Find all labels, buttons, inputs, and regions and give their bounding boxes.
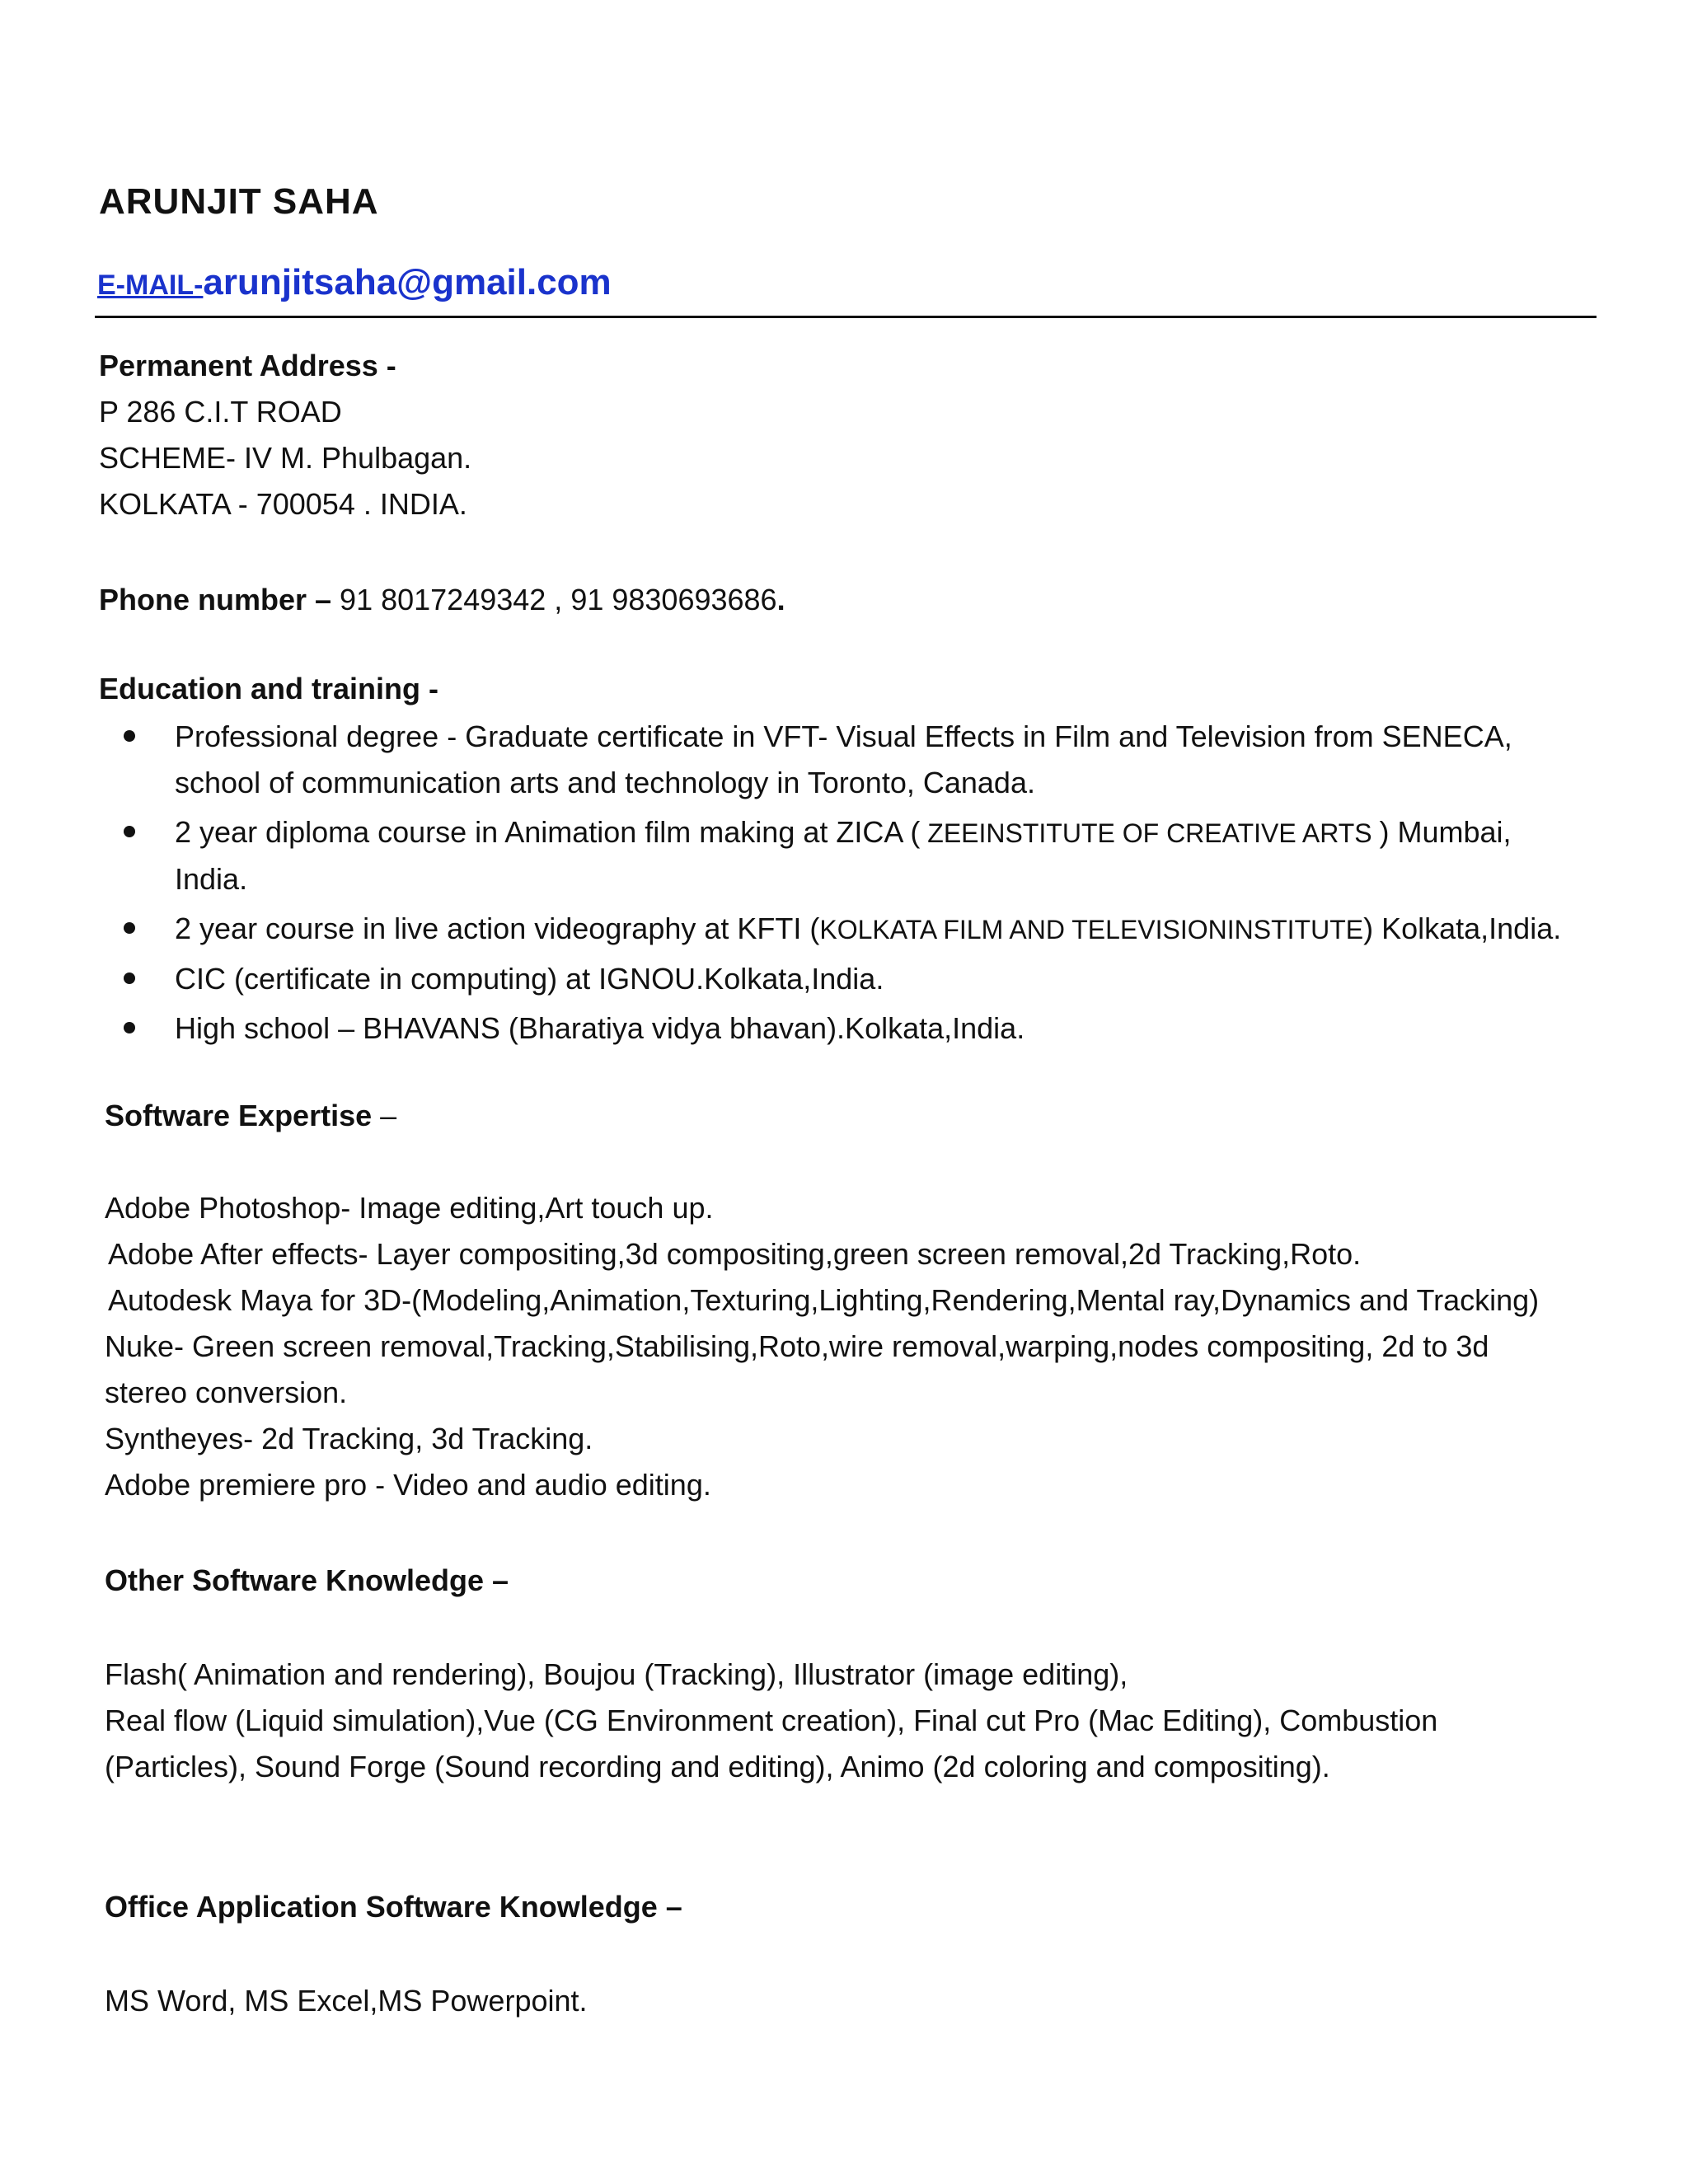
email-line	[97, 262, 612, 303]
institute-name: ZEEINSTITUTE OF CREATIVE ARTS	[920, 818, 1380, 848]
other-software-line: Flash( Animation and rendering), Boujou (Tracking), Illustrator (image editing),	[105, 1657, 1128, 1691]
education-item-line: Professional degree - Graduate certificate in VFT- Visual Effects in Film and Television from SENECA,	[175, 719, 1512, 753]
education-item-text: 2 year course in live action videography at KFTI (	[175, 912, 820, 945]
address-line: KOLKATA - 700054 . INDIA.	[99, 487, 467, 521]
software-heading-line	[105, 1093, 396, 1139]
education-item-line: High school – BHAVANS (Bharatiya vidya bhavan).Kolkata,India.	[175, 1011, 1025, 1045]
phone-line	[99, 577, 785, 623]
list-item	[99, 714, 1582, 806]
education-list	[99, 714, 1582, 1055]
phone-label: Phone number –	[99, 583, 332, 616]
office-software-line: MS Word, MS Excel,MS Powerpoint.	[105, 1984, 588, 2018]
software-line: Autodesk Maya for 3D-(Modeling,Animation,Texturing,Lighting,Rendering,Mental ray,Dynamics and Tracking)	[108, 1283, 1540, 1317]
education-item-text: ) Kolkata,India.	[1363, 912, 1562, 945]
email-label: E-MAIL-	[97, 269, 204, 301]
education-item-line	[175, 906, 1582, 953]
software-line: Adobe After effects- Layer compositing,3d compositing,green screen removal,2d Tracking,Roto.	[108, 1237, 1362, 1271]
bullet-icon	[124, 826, 135, 837]
software-line: stereo conversion.	[105, 1376, 348, 1409]
software-heading: Software Expertise	[105, 1099, 373, 1132]
office-software-heading: Office Application Software Knowledge –	[105, 1890, 682, 1924]
education-item-line: CIC (certificate in computing) at IGNOU.Kolkata,India.	[175, 962, 884, 996]
address-section	[99, 343, 471, 527]
institute-name: KOLKATA FILM AND TELEVISIONINSTITUTE	[819, 915, 1364, 944]
list-item	[99, 956, 1582, 1002]
address-heading: Permanent Address -	[99, 349, 396, 382]
software-line: Adobe Photoshop- Image editing,Art touch up.	[105, 1191, 714, 1225]
phone-numbers: 91 8017249342 , 91 9830693686	[331, 583, 777, 616]
phone-end: .	[776, 583, 785, 616]
bullet-icon	[124, 1022, 135, 1033]
list-item	[99, 906, 1582, 953]
other-software-heading: Other Software Knowledge –	[105, 1563, 509, 1597]
software-line: Syntheyes- 2d Tracking, 3d Tracking.	[105, 1422, 593, 1455]
address-line: P 286 C.I.T ROAD	[99, 395, 342, 429]
education-item-text: ) Mumbai,	[1379, 815, 1512, 849]
software-line: Nuke- Green screen removal,Tracking,Stabilising,Roto,wire removal,warping,nodes compositing, 2d to 3d	[105, 1329, 1489, 1363]
bullet-icon	[124, 972, 135, 984]
software-line: Adobe premiere pro - Video and audio editing.	[105, 1468, 711, 1502]
address-line: SCHEME- IV M. Phulbagan.	[99, 441, 472, 475]
header-divider	[95, 316, 1597, 318]
bullet-icon	[124, 922, 135, 934]
software-heading-dash: –	[372, 1099, 397, 1132]
email-address-link[interactable]: arunjitsaha@gmail.com	[203, 262, 612, 302]
bullet-icon	[124, 730, 135, 742]
other-software-line: Real flow (Liquid simulation),Vue (CG Environment creation), Final cut Pro (Mac Editing), Combustion	[105, 1704, 1438, 1737]
office-software-list	[105, 1978, 588, 2024]
education-heading: Education and training -	[99, 672, 438, 705]
list-item	[99, 809, 1582, 902]
education-item-line: India.	[175, 862, 248, 896]
education-item-line: school of communication arts and technology in Toronto, Canada.	[175, 766, 1035, 799]
education-item-text: 2 year diploma course in Animation film making at ZICA (	[175, 815, 921, 849]
applicant-name: ARUNJIT SAHA	[99, 181, 379, 222]
other-software-line: (Particles), Sound Forge (Sound recording and editing), Animo (2d coloring and compositing).	[105, 1750, 1330, 1783]
other-software-list	[105, 1652, 1437, 1790]
education-item-line	[175, 809, 1582, 856]
software-list	[105, 1185, 1539, 1508]
list-item	[99, 1005, 1582, 1052]
